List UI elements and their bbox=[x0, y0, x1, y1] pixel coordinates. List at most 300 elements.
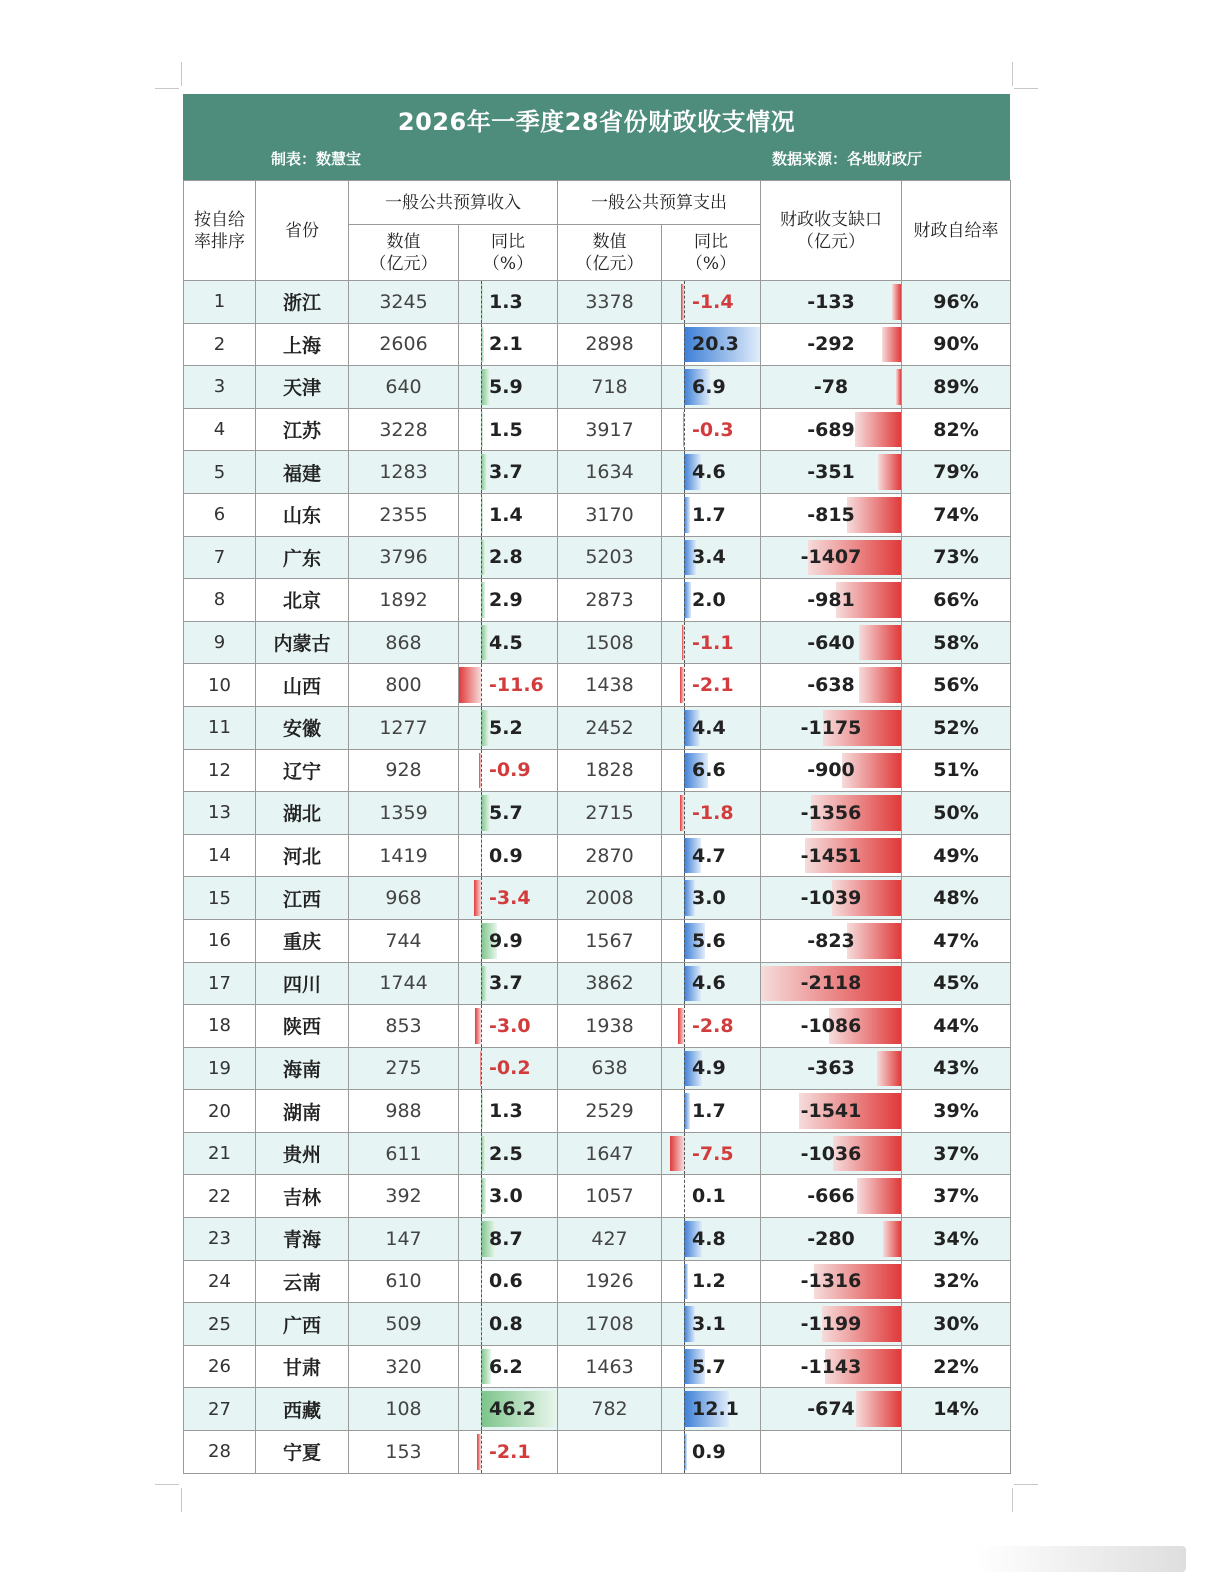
exp-yoy-axis bbox=[684, 750, 685, 792]
rate-text: 74% bbox=[933, 503, 979, 526]
expense-yoy-cell bbox=[662, 1047, 761, 1090]
gap-cell bbox=[761, 621, 902, 664]
gap-cell bbox=[761, 1431, 902, 1474]
revenue-value-text: 153 bbox=[385, 1440, 422, 1463]
revenue-value-text: 868 bbox=[385, 631, 422, 654]
expense-value-cell bbox=[558, 1260, 662, 1303]
rev-yoy-axis bbox=[481, 707, 482, 749]
expense-value-text: 1828 bbox=[585, 759, 634, 782]
expense-value-cell bbox=[558, 1303, 662, 1346]
table-row bbox=[184, 579, 1011, 622]
table-row bbox=[184, 664, 1011, 707]
expense-yoy-cell bbox=[662, 621, 761, 664]
rev-yoy-axis bbox=[481, 750, 482, 792]
exp-yoy-axis bbox=[684, 324, 685, 366]
exp-yoy-axis bbox=[684, 1090, 685, 1132]
header-expense-yoy-label: 同比 bbox=[694, 231, 728, 252]
expense-yoy-cell bbox=[662, 1132, 761, 1175]
province-cell bbox=[256, 1047, 349, 1090]
rev-yoy-axis bbox=[481, 1175, 482, 1217]
gap-cell bbox=[761, 1090, 902, 1133]
expense-yoy-cell bbox=[662, 1005, 761, 1048]
gap-text: -640 bbox=[807, 631, 855, 654]
table-body bbox=[184, 281, 1011, 1474]
province-text: 江西 bbox=[282, 888, 321, 911]
exp-yoy-axis bbox=[684, 537, 685, 579]
exp-yoy-axis bbox=[684, 579, 685, 621]
revenue-value-cell bbox=[349, 749, 459, 792]
gap-text: -666 bbox=[807, 1185, 855, 1208]
province-text: 宁夏 bbox=[282, 1442, 321, 1465]
revenue-value-text: 108 bbox=[385, 1398, 422, 1421]
exp-yoy-axis bbox=[684, 707, 685, 749]
province-cell bbox=[256, 962, 349, 1005]
revenue-value-text: 392 bbox=[385, 1185, 422, 1208]
revenue-value-text: 3796 bbox=[379, 546, 428, 569]
expense-value-text: 638 bbox=[591, 1057, 628, 1080]
province-text: 浙江 bbox=[282, 292, 321, 315]
rev-yoy-axis bbox=[481, 1388, 482, 1430]
rev-yoy-axis bbox=[481, 1346, 482, 1388]
rank-cell bbox=[184, 877, 256, 920]
revenue-yoy-cell bbox=[459, 1090, 558, 1133]
province-text: 山西 bbox=[282, 675, 321, 698]
expense-yoy-text: -2.1 bbox=[692, 674, 734, 697]
table-row bbox=[184, 834, 1011, 877]
expense-value-cell bbox=[558, 1132, 662, 1175]
gap-cell bbox=[761, 366, 902, 409]
province-text: 贵州 bbox=[282, 1144, 321, 1167]
revenue-value-cell bbox=[349, 919, 459, 962]
revenue-value-cell bbox=[349, 536, 459, 579]
rank-cell bbox=[184, 919, 256, 962]
expense-yoy-text: -1.8 bbox=[692, 801, 734, 824]
revenue-value-text: 800 bbox=[385, 674, 422, 697]
gap-text: -1451 bbox=[800, 844, 862, 867]
province-text: 安徽 bbox=[282, 718, 321, 741]
revenue-value-cell bbox=[349, 1090, 459, 1133]
expense-yoy-cell bbox=[662, 1303, 761, 1346]
data-source: 数据来源：各地财政厅 bbox=[771, 150, 922, 168]
rank-text: 17 bbox=[208, 972, 231, 994]
gap-text: -1086 bbox=[800, 1014, 862, 1037]
province-text: 内蒙古 bbox=[273, 633, 331, 656]
gap-text: -638 bbox=[807, 674, 855, 697]
crop-mark-tr-h bbox=[1014, 88, 1038, 89]
rev-yoy-axis bbox=[481, 537, 482, 579]
rate-cell bbox=[902, 408, 1011, 451]
revenue-yoy-cell bbox=[459, 962, 558, 1005]
revenue-yoy-text: 8.7 bbox=[489, 1227, 523, 1250]
crop-mark-bl-h bbox=[155, 1484, 179, 1485]
rate-cell bbox=[902, 877, 1011, 920]
province-cell bbox=[256, 1345, 349, 1388]
province-cell bbox=[256, 366, 349, 409]
expense-value-text: 1647 bbox=[585, 1142, 634, 1165]
province-cell bbox=[256, 664, 349, 707]
rank-text: 15 bbox=[208, 887, 231, 909]
table-row bbox=[184, 1345, 1011, 1388]
province-cell bbox=[256, 749, 349, 792]
table-row bbox=[184, 281, 1011, 324]
gap-text: -363 bbox=[807, 1057, 855, 1080]
revenue-value-text: 968 bbox=[385, 887, 422, 910]
expense-value-text: 1708 bbox=[585, 1313, 634, 1336]
expense-value-cell bbox=[558, 877, 662, 920]
rank-text: 9 bbox=[213, 632, 226, 654]
gap-cell bbox=[761, 1260, 902, 1303]
revenue-yoy-cell bbox=[459, 536, 558, 579]
gap-text: -1199 bbox=[800, 1313, 862, 1336]
expense-value-cell bbox=[558, 664, 662, 707]
rate-text: 32% bbox=[933, 1270, 979, 1293]
expense-yoy-cell bbox=[662, 1175, 761, 1218]
gap-cell bbox=[761, 792, 902, 835]
rate-cell bbox=[902, 834, 1011, 877]
expense-yoy-cell bbox=[662, 451, 761, 494]
province-text: 福建 bbox=[282, 462, 321, 485]
rev-yoy-axis bbox=[481, 1005, 482, 1047]
header-expense-yoy bbox=[662, 225, 761, 281]
revenue-yoy-text: 5.2 bbox=[489, 716, 523, 739]
revenue-value-cell bbox=[349, 451, 459, 494]
revenue-value-cell bbox=[349, 408, 459, 451]
revenue-yoy-cell bbox=[459, 451, 558, 494]
revenue-yoy-text: 4.5 bbox=[489, 631, 523, 654]
gap-text: -1143 bbox=[800, 1355, 862, 1378]
header-revenue-yoy-unit: （%） bbox=[482, 253, 534, 274]
gap-text: -2118 bbox=[800, 972, 862, 995]
revenue-value-text: 147 bbox=[385, 1227, 422, 1250]
revenue-value-cell bbox=[349, 621, 459, 664]
exp-yoy-axis bbox=[684, 1388, 685, 1430]
revenue-yoy-cell bbox=[459, 1005, 558, 1048]
gap-text: -351 bbox=[807, 461, 855, 484]
header-expense-yoy-unit: （%） bbox=[685, 253, 737, 274]
table-row bbox=[184, 1260, 1011, 1303]
rank-cell bbox=[184, 536, 256, 579]
revenue-value-cell bbox=[349, 366, 459, 409]
revenue-value-text: 744 bbox=[385, 929, 422, 952]
exp-yoy-axis bbox=[684, 1431, 685, 1473]
rev-yoy-axis bbox=[481, 324, 482, 366]
header-gap bbox=[761, 181, 902, 281]
expense-value-cell bbox=[558, 493, 662, 536]
table-row bbox=[184, 1303, 1011, 1346]
revenue-value-cell bbox=[349, 1388, 459, 1431]
revenue-yoy-cell bbox=[459, 493, 558, 536]
expense-yoy-text: 5.6 bbox=[692, 929, 726, 952]
rate-cell bbox=[902, 792, 1011, 835]
gap-cell bbox=[761, 749, 902, 792]
expense-yoy-cell bbox=[662, 962, 761, 1005]
exp-yoy-axis bbox=[684, 792, 685, 834]
revenue-value-cell bbox=[349, 1345, 459, 1388]
province-cell bbox=[256, 1132, 349, 1175]
header-expense: 一般公共预算支出 bbox=[558, 181, 761, 225]
rank-text: 21 bbox=[208, 1143, 231, 1165]
rank-cell bbox=[184, 1090, 256, 1133]
revenue-yoy-text: -3.0 bbox=[489, 1014, 531, 1037]
header-rate: 财政自给率 bbox=[902, 181, 1011, 281]
revenue-value-text: 853 bbox=[385, 1014, 422, 1037]
expense-value-text: 1438 bbox=[585, 674, 634, 697]
table-row bbox=[184, 877, 1011, 920]
rev-yoy-axis bbox=[481, 409, 482, 451]
revenue-value-cell bbox=[349, 792, 459, 835]
rate-cell bbox=[902, 323, 1011, 366]
rev-yoy-axis bbox=[481, 664, 482, 706]
revenue-value-cell bbox=[349, 1260, 459, 1303]
rank-cell bbox=[184, 1260, 256, 1303]
revenue-value-cell bbox=[349, 323, 459, 366]
gap-cell bbox=[761, 536, 902, 579]
revenue-yoy-cell bbox=[459, 621, 558, 664]
revenue-yoy-cell bbox=[459, 792, 558, 835]
gap-text: -133 bbox=[807, 290, 855, 313]
exp-yoy-axis bbox=[684, 1303, 685, 1345]
gap-text: -689 bbox=[807, 418, 855, 441]
expense-yoy-text: 4.7 bbox=[692, 844, 726, 867]
expense-yoy-text: 4.9 bbox=[692, 1057, 726, 1080]
rate-cell bbox=[902, 493, 1011, 536]
revenue-yoy-text: 5.7 bbox=[489, 801, 523, 824]
revenue-yoy-text: -11.6 bbox=[489, 674, 544, 697]
rate-text: 34% bbox=[933, 1227, 979, 1250]
exp-yoy-axis bbox=[684, 963, 685, 1005]
expense-yoy-cell bbox=[662, 579, 761, 622]
province-cell bbox=[256, 792, 349, 835]
revenue-yoy-cell bbox=[459, 1175, 558, 1218]
header-revenue-yoy-label: 同比 bbox=[491, 231, 525, 252]
expense-yoy-text: 3.1 bbox=[692, 1313, 726, 1336]
rank-cell bbox=[184, 1132, 256, 1175]
rate-cell bbox=[902, 281, 1011, 324]
exp-yoy-axis bbox=[684, 877, 685, 919]
expense-value-cell bbox=[558, 1175, 662, 1218]
rate-text: 58% bbox=[933, 631, 979, 654]
rev-yoy-axis bbox=[481, 1303, 482, 1345]
header-expense-value-label: 数值 bbox=[592, 231, 627, 252]
rank-cell bbox=[184, 1388, 256, 1431]
rate-cell bbox=[902, 451, 1011, 494]
rank-text: 7 bbox=[213, 546, 226, 568]
revenue-value-cell bbox=[349, 1175, 459, 1218]
rate-text: 43% bbox=[933, 1057, 979, 1080]
expense-value-cell bbox=[558, 408, 662, 451]
gap-bar bbox=[847, 497, 901, 533]
gap-cell bbox=[761, 1132, 902, 1175]
revenue-value-text: 509 bbox=[385, 1313, 422, 1336]
gap-cell bbox=[761, 962, 902, 1005]
rev-yoy-axis bbox=[481, 792, 482, 834]
rank-text: 14 bbox=[208, 845, 231, 867]
gap-text: -900 bbox=[807, 759, 855, 782]
exp-yoy-axis bbox=[684, 664, 685, 706]
finance-table-sheet bbox=[183, 94, 1010, 1474]
exp-yoy-axis bbox=[684, 1346, 685, 1388]
expense-yoy-cell bbox=[662, 706, 761, 749]
revenue-value-cell bbox=[349, 1132, 459, 1175]
gap-text: -1356 bbox=[800, 801, 862, 824]
expense-yoy-cell bbox=[662, 1260, 761, 1303]
table-row bbox=[184, 962, 1011, 1005]
rate-text: 47% bbox=[933, 929, 979, 952]
rev-yoy-axis bbox=[481, 877, 482, 919]
expense-yoy-text: 6.9 bbox=[692, 375, 726, 398]
revenue-value-text: 1283 bbox=[379, 461, 428, 484]
rev-yoy-axis bbox=[481, 579, 482, 621]
expense-value-cell bbox=[558, 962, 662, 1005]
gap-bar bbox=[883, 1221, 902, 1257]
province-text: 河北 bbox=[282, 846, 321, 869]
rank-cell bbox=[184, 408, 256, 451]
rank-text: 12 bbox=[208, 759, 231, 781]
revenue-yoy-cell bbox=[459, 1431, 558, 1474]
rank-text: 8 bbox=[213, 589, 226, 611]
rev-yoy-axis bbox=[481, 1090, 482, 1132]
gap-cell bbox=[761, 493, 902, 536]
revenue-yoy-cell bbox=[459, 323, 558, 366]
expense-value-text: 2452 bbox=[585, 716, 634, 739]
expense-value-text: 3862 bbox=[585, 972, 634, 995]
rank-cell bbox=[184, 366, 256, 409]
rev-yoy-axis bbox=[481, 281, 482, 323]
gap-cell bbox=[761, 706, 902, 749]
rate-text: 89% bbox=[933, 375, 979, 398]
rank-cell bbox=[184, 834, 256, 877]
rate-text: 39% bbox=[933, 1100, 979, 1123]
rate-cell bbox=[902, 749, 1011, 792]
expense-value-cell bbox=[558, 1047, 662, 1090]
gap-cell bbox=[761, 919, 902, 962]
rank-cell bbox=[184, 579, 256, 622]
table-row bbox=[184, 621, 1011, 664]
revenue-value-cell bbox=[349, 706, 459, 749]
rev-yoy-axis bbox=[481, 1048, 482, 1090]
revenue-yoy-text: 0.9 bbox=[489, 844, 523, 867]
revenue-value-cell bbox=[349, 579, 459, 622]
revenue-value-cell bbox=[349, 1431, 459, 1474]
gap-cell bbox=[761, 1175, 902, 1218]
crop-mark-tl-h bbox=[155, 88, 179, 89]
revenue-yoy-text: -0.9 bbox=[489, 759, 531, 782]
rev-yoy-axis bbox=[481, 494, 482, 536]
exp-yoy-axis bbox=[684, 366, 685, 408]
rate-cell bbox=[902, 1345, 1011, 1388]
rank-text: 2 bbox=[213, 333, 226, 355]
rate-text: 48% bbox=[933, 887, 979, 910]
header-revenue-yoy bbox=[459, 225, 558, 281]
table-row bbox=[184, 1090, 1011, 1133]
expense-value-text: 3170 bbox=[585, 503, 634, 526]
header-revenue: 一般公共预算收入 bbox=[349, 181, 558, 225]
exp-yoy-axis bbox=[684, 1261, 685, 1303]
revenue-value-text: 320 bbox=[385, 1355, 422, 1378]
expense-yoy-text: 1.7 bbox=[692, 1100, 726, 1123]
crop-mark-bl-v bbox=[181, 1488, 182, 1512]
crop-mark-tl-v bbox=[181, 62, 182, 86]
expense-value-text: 1508 bbox=[585, 631, 634, 654]
expense-yoy-cell bbox=[662, 877, 761, 920]
revenue-yoy-text: -2.1 bbox=[489, 1440, 531, 1463]
province-text: 湖北 bbox=[282, 803, 321, 826]
expense-yoy-cell bbox=[662, 323, 761, 366]
revenue-yoy-text: 3.7 bbox=[489, 461, 523, 484]
gap-cell bbox=[761, 579, 902, 622]
expense-yoy-text: 3.4 bbox=[692, 546, 726, 569]
revenue-yoy-cell bbox=[459, 749, 558, 792]
table-row bbox=[184, 1175, 1011, 1218]
rank-cell bbox=[184, 664, 256, 707]
expense-yoy-text: 6.6 bbox=[692, 759, 726, 782]
crop-mark-br-v bbox=[1012, 1488, 1013, 1512]
rev-yoy-axis bbox=[481, 366, 482, 408]
crop-mark-tr-v bbox=[1012, 62, 1013, 86]
exp-yoy-axis bbox=[684, 1048, 685, 1090]
expense-yoy-cell bbox=[662, 1218, 761, 1261]
expense-yoy-text: 4.4 bbox=[692, 716, 726, 739]
revenue-yoy-text: 9.9 bbox=[489, 929, 523, 952]
exp-yoy-axis bbox=[684, 622, 685, 664]
rev-yoy-axis bbox=[481, 451, 482, 493]
province-text: 四川 bbox=[282, 973, 321, 996]
revenue-yoy-cell bbox=[459, 919, 558, 962]
gap-text: -815 bbox=[807, 503, 855, 526]
expense-value-cell bbox=[558, 1218, 662, 1261]
rate-cell bbox=[902, 664, 1011, 707]
expense-yoy-text: 5.7 bbox=[692, 1355, 726, 1378]
rev-yoy-axis bbox=[481, 1133, 482, 1175]
rate-text: 14% bbox=[933, 1398, 979, 1421]
expense-yoy-text: 2.0 bbox=[692, 588, 726, 611]
revenue-yoy-text: 6.2 bbox=[489, 1355, 523, 1378]
gap-text: -1036 bbox=[800, 1142, 862, 1165]
expense-value-text: 782 bbox=[591, 1398, 628, 1421]
rate-text: 73% bbox=[933, 546, 979, 569]
table-row bbox=[184, 408, 1011, 451]
expense-yoy-cell bbox=[662, 366, 761, 409]
revenue-value-text: 610 bbox=[385, 1270, 422, 1293]
expense-value-cell bbox=[558, 706, 662, 749]
expense-value-text: 2529 bbox=[585, 1100, 634, 1123]
rate-text: 50% bbox=[933, 801, 979, 824]
rank-text: 24 bbox=[208, 1270, 231, 1292]
revenue-value-cell bbox=[349, 962, 459, 1005]
header-gap-label: 财政收支缺口 bbox=[780, 209, 882, 230]
rank-text: 5 bbox=[213, 461, 226, 483]
revenue-value-text: 3245 bbox=[379, 290, 428, 313]
province-text: 广东 bbox=[282, 547, 321, 570]
rank-text: 28 bbox=[208, 1441, 231, 1463]
rank-cell bbox=[184, 1175, 256, 1218]
header-expense-value bbox=[558, 225, 662, 281]
gap-text: -674 bbox=[807, 1398, 855, 1421]
rate-cell bbox=[902, 1132, 1011, 1175]
gap-bar bbox=[896, 369, 901, 405]
revenue-yoy-text: 1.3 bbox=[489, 290, 523, 313]
province-cell bbox=[256, 919, 349, 962]
rate-cell bbox=[902, 1431, 1011, 1474]
gap-cell bbox=[761, 834, 902, 877]
revenue-yoy-text: -3.4 bbox=[489, 887, 531, 910]
revenue-yoy-text: 2.9 bbox=[489, 588, 523, 611]
gap-text: -280 bbox=[807, 1227, 855, 1250]
province-cell bbox=[256, 1090, 349, 1133]
expense-value-cell bbox=[558, 1431, 662, 1474]
revenue-value-text: 1359 bbox=[379, 801, 428, 824]
exp-yoy-axis bbox=[684, 1175, 685, 1217]
